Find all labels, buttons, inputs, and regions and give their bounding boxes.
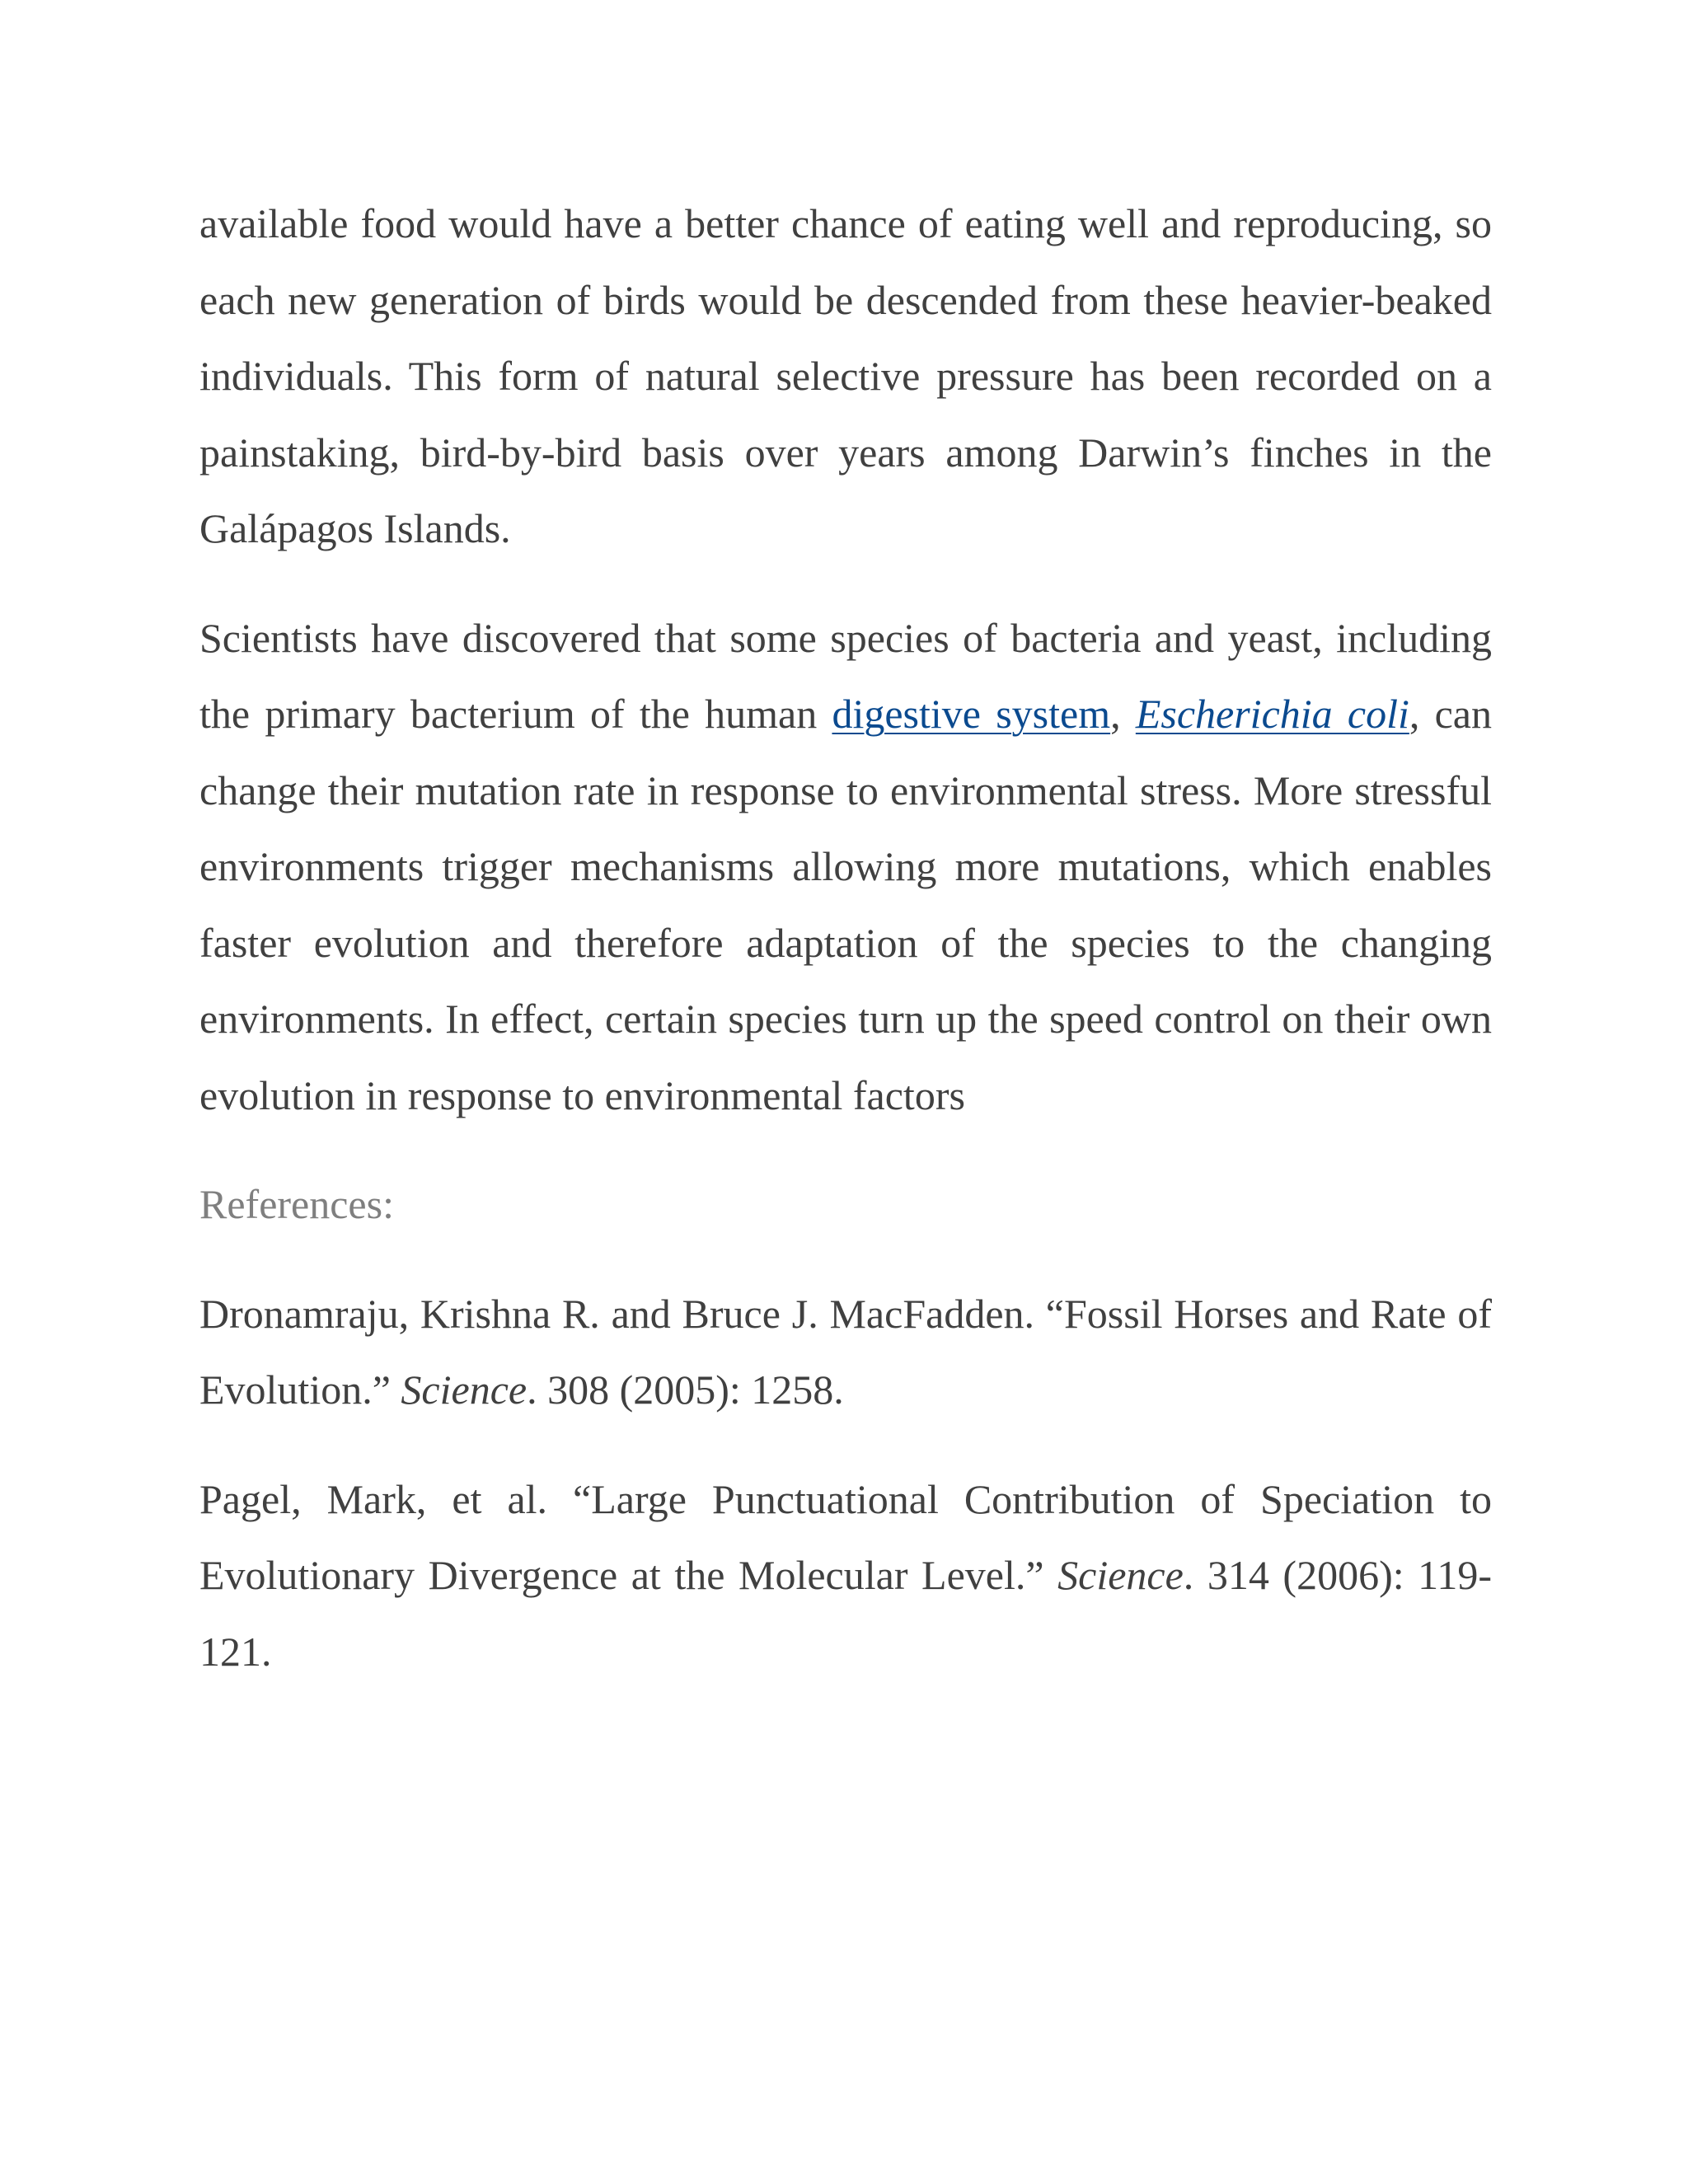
reference-item (199, 1461, 1492, 1690)
reference-details: . 308 (2005): 1258. (527, 1366, 844, 1413)
escherichia-coli-link[interactable] (1136, 691, 1409, 737)
link-separator: , (1110, 691, 1136, 737)
reference-title: “Fossil Horses and Rate of Evolution.” (199, 1290, 1492, 1413)
paragraph-text-start: Scientists have discovered that some species of bacteria and yeast, including the primary bacterium of the human (199, 614, 1492, 737)
reference-title: “Large Punctuational Contribution of Speciation to Evolutionary Divergence at the Molecular Level.” (199, 1475, 1492, 1598)
reference-item (199, 1276, 1492, 1428)
digestive-system-link[interactable]: digestive system (832, 691, 1111, 737)
paragraph-text-end: , can change their mutation rate in response to environmental stress. More stressful environments trigger mechanisms allowing more mutations, which enables faster evolution and therefore adaptation of the species to the changing environments. In effect, certain species turn up the speed control on their own evolution in response to environmental factors (199, 691, 1492, 1118)
reference-journal: Science (401, 1366, 528, 1413)
references-heading: References: (199, 1181, 394, 1227)
paragraph-mutation-rate (199, 600, 1492, 1134)
document-body (199, 185, 1492, 1690)
reference-authors: Pagel, Mark, et al. (199, 1475, 574, 1522)
paragraph-natural-selection: available food would have a better chance of eating well and reproducing, so each new generation of birds would be descended from these heavier-beaked individuals. This form of natural selective pressure has been recorded on a painstaking, bird-by-bird basis over years among Darwin’s finches in the Galápagos Islands. (199, 200, 1492, 551)
escherichia-coli-link-text: Escherichia coli (1135, 691, 1409, 737)
reference-journal: Science (1057, 1552, 1184, 1598)
reference-details: . 314 (2006): 119-121. (199, 1552, 1492, 1675)
reference-authors: Dronamraju, Krishna R. and Bruce J. MacFadden. (199, 1290, 1046, 1337)
